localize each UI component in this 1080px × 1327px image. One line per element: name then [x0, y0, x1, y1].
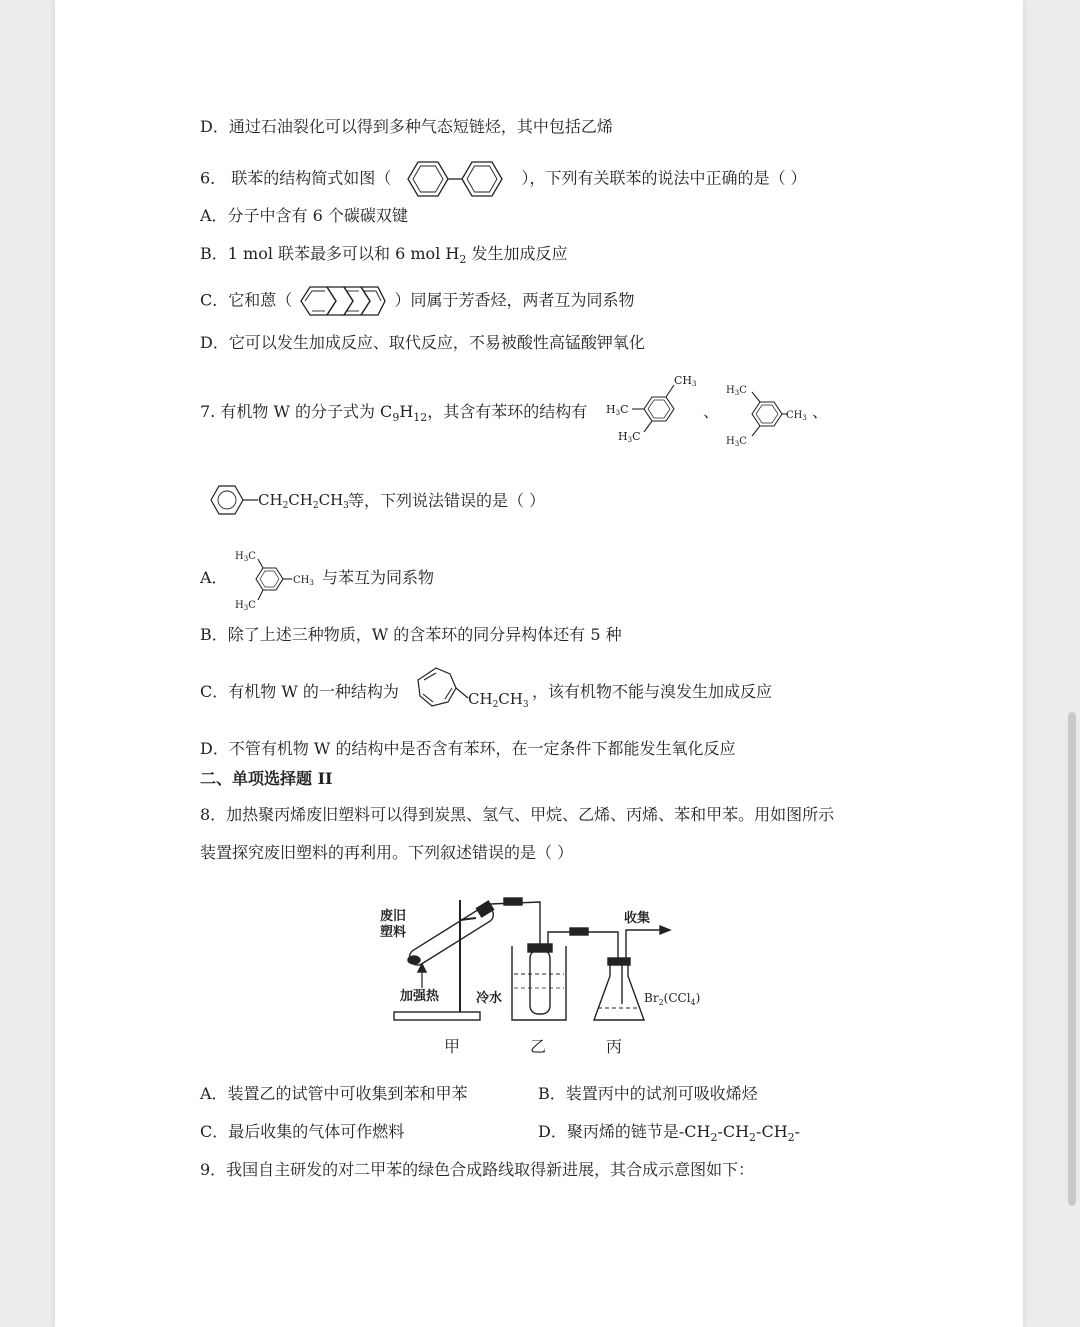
svg-text:H3C — [726, 385, 747, 397]
q9-stem: 9．我国自主研发的对二甲苯的绿色合成路线取得新进展，其合成示意图如下： — [200, 1160, 755, 1179]
ccl-sub: 4 — [690, 998, 696, 1007]
label-jia: 甲 — [444, 1037, 461, 1056]
h-label: H — [606, 403, 616, 416]
q7-stem — [200, 402, 587, 428]
q6-option-a: A．分子中含有 6 个碳碳双键 — [200, 206, 408, 225]
label-yi: 乙 — [530, 1037, 547, 1056]
trimethylbenzene-structure-2-icon — [722, 378, 814, 450]
label-br2-ccl4 — [644, 991, 700, 1007]
cycloheptatriene-structure-icon — [412, 664, 540, 712]
q6-stem-after: ），下列有关联苯的说法中正确的是（ ） — [521, 168, 807, 188]
q6-stem — [200, 158, 807, 200]
q6-option-d: D．它可以发生加成反应、取代反应，不易被酸性高锰酸钾氧化 — [200, 333, 645, 352]
sub3: 3 — [243, 604, 249, 612]
label-bing: 丙 — [606, 1037, 623, 1056]
ch-label: CH — [498, 690, 523, 708]
label-waste-2: 塑料 — [380, 925, 407, 940]
ch-label: CH — [318, 491, 344, 509]
svg-text:CH2CH2CH3 — [258, 491, 349, 511]
ch-label: CH — [288, 491, 313, 509]
q7-option-d: D．不管有机物 W 的结构中是否含有苯环，在一定条件下都能发生氧化反应 — [200, 739, 736, 758]
label-heat: 加强热 — [400, 989, 440, 1004]
q5-option-d: D．通过石油裂化可以得到多种气态短链烃，其中包括乙烯 — [200, 117, 613, 136]
q8-stem-line1: 8．加热聚丙烯废旧塑料可以得到炭黑、氢气、甲烷、乙烯、丙烯、苯和甲苯。用如图所示 — [200, 805, 835, 824]
q8-option-b: B．装置丙中的试剂可吸收烯烃 — [538, 1084, 758, 1103]
svg-text:H3C — [606, 403, 628, 417]
q8-d-mid2: -CH — [756, 1122, 788, 1141]
sub3: 3 — [615, 409, 621, 417]
h-label: H — [726, 436, 735, 447]
q8-option-c: C．最后收集的气体可作燃料 — [200, 1122, 405, 1141]
q7-separator-2: 、 — [812, 402, 829, 421]
sub3: 3 — [734, 389, 740, 397]
paren-label: ) — [695, 991, 701, 1005]
br-label: Br — [644, 991, 659, 1005]
q8-d-mid1: -CH — [717, 1122, 750, 1141]
label-cold-water: 冷水 — [476, 991, 503, 1006]
h-label: H — [235, 551, 244, 562]
q6-option-c-pre: C．它和蒽（ — [200, 290, 293, 310]
q8-d-sub1: 2 — [710, 1131, 718, 1145]
sub2: 2 — [492, 700, 499, 710]
q6-option-b-pre: B．1 mol 联苯最多可以和 6 mol H — [200, 244, 460, 263]
sub3: 3 — [627, 436, 633, 444]
q7-stem-sub2: 12 — [413, 411, 428, 425]
svg-text:CH3 — [293, 575, 314, 587]
anthracene-structure-icon — [297, 284, 389, 318]
scrollbar-thumb[interactable] — [1068, 712, 1076, 1206]
c-label: C — [248, 551, 256, 562]
br-sub: 2 — [658, 998, 664, 1007]
h-label: H — [618, 430, 628, 443]
q7-stem-sub1: 9 — [392, 411, 400, 425]
q6-option-c-post: ）同属于芳香烃，两者互为同系物 — [394, 290, 635, 310]
q7-option-a-label: A． — [200, 568, 228, 587]
q8-d-sub3: 2 — [787, 1131, 795, 1145]
ch3-label: CH — [674, 374, 693, 387]
c-label: C — [739, 385, 747, 396]
propylbenzene-structure-icon — [208, 482, 348, 518]
q6-stem-before: 6． 联苯的结构简式如图（ — [200, 168, 392, 188]
mesitylene-structure-icon — [232, 546, 322, 612]
ccl-label: (CCl — [663, 991, 691, 1005]
q8-option-d — [538, 1122, 800, 1148]
sub2: 2 — [282, 501, 289, 511]
q8-d-post: - — [794, 1122, 801, 1141]
trimethylbenzene-structure-1-icon — [604, 370, 704, 448]
q7-option-c-post: ，该有机物不能与溴发生加成反应 — [532, 682, 773, 701]
q7-stem-line2: 等，下列说法错误的是（ ） — [348, 491, 546, 510]
ch3-label: CH — [293, 575, 310, 586]
label-waste-1: 废旧 — [380, 909, 407, 924]
q6-option-c — [200, 284, 634, 318]
c-label: C — [248, 600, 256, 611]
q8-d-sub2: 2 — [749, 1131, 757, 1145]
ch3-label: CH — [786, 410, 803, 421]
svg-text:H3C — [235, 551, 256, 563]
c-label: C — [632, 430, 641, 443]
q8-d-pre: D．聚丙烯的链节是-CH — [538, 1122, 711, 1141]
biphenyl-structure-icon — [396, 158, 516, 200]
sub3: 3 — [343, 501, 349, 511]
q6-option-b — [200, 244, 567, 270]
svg-text:H3C — [726, 436, 747, 448]
apparatus-diagram — [378, 890, 718, 1060]
sub2: 2 — [312, 501, 319, 511]
sub3: 3 — [309, 579, 314, 587]
sub3: 3 — [243, 555, 249, 563]
section-2-title: 二、单项选择题 II — [200, 769, 333, 788]
q6-option-b-post: 发生加成反应 — [466, 244, 568, 263]
svg-text:H3C — [618, 430, 640, 444]
c-label: C — [620, 403, 629, 416]
q7-separator-1: 、 — [703, 402, 720, 421]
h-label: H — [235, 600, 244, 611]
sub3: 3 — [802, 414, 807, 422]
q7-stem-post: ，其含有苯环的结构有 — [427, 402, 588, 421]
sub3: 3 — [692, 380, 697, 388]
label-collect: 收集 — [624, 911, 651, 926]
svg-text:CH3 — [786, 410, 807, 422]
svg-text:CH3 — [674, 374, 696, 388]
svg-text:H3C — [235, 600, 256, 612]
q7-option-c-pre: C．有机物 W 的一种结构为 — [200, 682, 399, 701]
ch-label: CH — [468, 690, 493, 708]
q6-option-b-sub: 2 — [459, 253, 467, 267]
sub3: 3 — [522, 700, 529, 710]
q8-stem-line2: 装置探究废旧塑料的再利用。下列叙述错误的是（ ） — [200, 843, 574, 862]
c-label: C — [739, 436, 747, 447]
q8-option-a: A．装置乙的试管中可收集到苯和甲苯 — [200, 1084, 468, 1103]
q7-option-a-text: 与苯互为同系物 — [322, 568, 435, 587]
h-label: H — [726, 385, 735, 396]
sub3: 3 — [734, 440, 740, 448]
q7-stem-mid: H — [399, 402, 414, 421]
q7-option-b: B．除了上述三种物质，W 的含苯环的同分异构体还有 5 种 — [200, 625, 622, 644]
svg-text:CH2CH3 — [468, 690, 529, 710]
ch-label: CH — [258, 491, 283, 509]
q7-stem-pre: 7. 有机物 W 的分子式为 C — [200, 402, 393, 421]
